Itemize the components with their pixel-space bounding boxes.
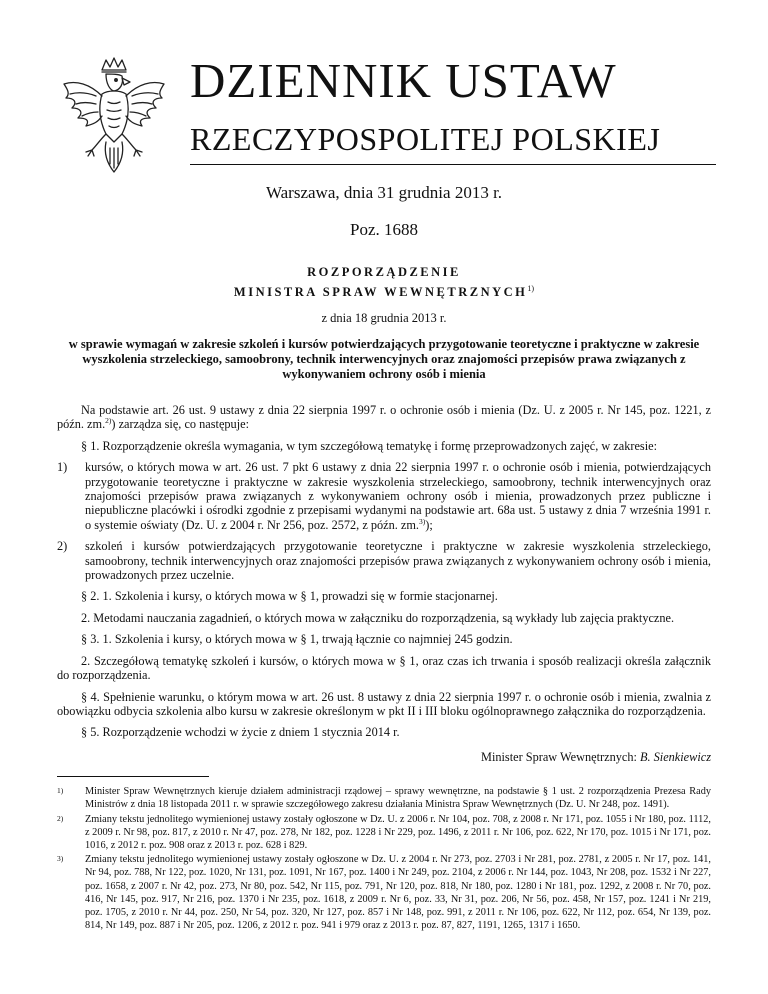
masthead (190, 52, 716, 165)
act-authority (60, 285, 708, 300)
journal-subtitle: RZECZYPOSPOLITEJ POLSKIEJ (190, 121, 661, 157)
paragraph-4: § 4. Spełnienie warunku, o którym mowa w art. 26 ust. 8 ustawy z dnia 22 sierpnia 1997 r. o ochronie osób i mienia, zwalnia z obowiązku odbycia szkolenia albo kursu w zakresie określonym w pkt II i III bloku ogólnoprawnego załącznika do rozporządzenia. (57, 689, 711, 718)
act-kind: ROZPORZĄDZENIE (307, 265, 461, 279)
footnote (57, 785, 711, 811)
footnote-ref-1[interactable]: 1) (527, 283, 535, 293)
issue-place-date: Warszawa, dnia 31 grudnia 2013 r. (265, 183, 503, 202)
issue-position: Poz. 1688 (350, 220, 418, 239)
paragraph-2-1: § 2. 1. Szkolenia i kursy, o których mowa w § 1, prowadzi się w formie stacjonarnej. (81, 589, 498, 604)
footnote-mark: 3) (57, 854, 64, 864)
signature-name: B. Sienkiewicz (639, 749, 711, 764)
preamble (57, 403, 711, 432)
act-authority-text: MINISTRA SPRAW WEWNĘTRZNYCH (233, 285, 528, 299)
footnote-ref-2[interactable]: 2) (105, 416, 112, 426)
preamble-text-end: ) zarządza się, co następuje: (111, 417, 249, 432)
list-item-1 (57, 460, 711, 532)
act-body (57, 403, 711, 933)
footnote-mark: 1) (57, 786, 64, 796)
footnote (57, 853, 711, 932)
footnote (57, 813, 711, 853)
list-item-number: 1) (57, 460, 68, 475)
masthead-rule (190, 164, 716, 165)
list-item-number: 2) (57, 539, 68, 554)
footnote-mark: 2) (57, 813, 64, 823)
list-item-text-end: ); (425, 517, 433, 532)
polish-eagle-emblem-icon (56, 56, 172, 180)
list-item-text-main: kursów, o których mowa w art. 26 ust. 7 pkt 6 ustawy z dnia 22 sierpnia 1997 r. o ochronie osób i mienia, potwierdzających przygotowanie teoretyczne i praktyczne w zakresie wyszkolenia strzeleckiego, samoobrony, technik interwencyjnych oraz znajomości przepisów prawa związanych z wykonywaniem ochrony osób i mienia, prowadzonych przez publiczne i niepubliczne placówki i ośrodki zgodnie z przepisami wydanymi na podstawie art. 68a ust. 5 ustawy z dnia 7 września 1991 r. o systemie oświaty (Dz. U. z 2004 r. Nr 256, poz. 2572, z późn. zm. (85, 460, 711, 532)
list-item-text (85, 460, 711, 532)
list-item-2 (57, 539, 711, 582)
list-item-text: szkoleń i kursów potwierdzających przygotowanie teoretyczne i praktyczne w zakresie wyszkolenia strzeleckiego, samoobrony, technik interwencyjnych oraz znajomości przepisów prawa związanych z wykonywaniem ochrony osób i mienia, prowadzonych przez uczelnie. (85, 539, 711, 583)
footnote-text: Minister Spraw Wewnętrznych kieruje działem administracji rządowej – sprawy wewnętrzne, na podstawie § 1 ust. 2 rozporządzenia Prezesa Rady Ministrów z dnia 18 listopada 2011 r. w sprawie szczegółowego zakresu działania Ministra Spraw Wewnętrznych (Dz. U. Nr 248, poz. 1491). (85, 786, 711, 811)
preamble-text: Na podstawie art. 26 ust. 9 ustawy z dnia 22 sierpnia 1997 r. o ochronie osób i mienia (Dz. U. z 2005 r. Nr 145, poz. 1221, z późn. zm. (57, 403, 711, 432)
paragraph-1: § 1. Rozporządzenie określa wymagania, w tym szczegółową tematykę i formę przeprowadzonych zajęć, w zakresie: (81, 438, 657, 453)
paragraph-3-1: § 3. 1. Szkolenia i kursy, o których mowa w § 1, trwają łącznie co najmniej 245 godzin. (81, 632, 513, 647)
footnote-separator (57, 776, 209, 777)
journal-title: DZIENNIK USTAW (190, 53, 617, 108)
paragraph-3-2: 2. Szczegółową tematykę szkoleń i kursów, o których mowa w § 1, oraz czas ich trwania i sposób realizacji określa załącznik do rozporządzenia. (57, 653, 711, 683)
paragraph-5: § 5. Rozporządzenie wchodzi w życie z dniem 1 stycznia 2014 r. (81, 725, 400, 740)
footnotes (57, 785, 711, 932)
paragraph-2-2: 2. Metodami nauczania zagadnień, o których mowa w załączniku do rozporządzenia, są wykłady lub zajęcia praktyczne. (81, 610, 675, 625)
footnote-text: Zmiany tekstu jednolitego wymienionej ustawy zostały ogłoszone w Dz. U. z 2004 r. Nr 273, poz. 2703 i Nr 281, poz. 2781, z 2005 r. Nr 17, poz. 141, Nr 94, poz. 788, Nr 122, poz. 1020, Nr 131, poz. 1091, Nr 167, poz. 1400 i Nr 249, poz. 2104, z 2006 r. Nr 144, poz. 1043, Nr 208, poz. 1532 i Nr 227, poz. 1658, z 2007 r. Nr 42, poz. 273, Nr 80, poz. 542, Nr 115, poz. 791, Nr 120, poz. 818, Nr 180, poz. 1280 i Nr 181, poz. 1292, z 2008 r. Nr 70, poz. 416, Nr 145, poz. 917, Nr 216, poz. 1370 i Nr 235, poz. 1618, z 2009 r. Nr 6, poz. 33, Nr 31, poz. 206, Nr 56, poz. 458, Nr 157, poz. 1241 i Nr 219, poz. 1705, z 2010 r. Nr 44, poz. 250, Nr 54, poz. 320, Nr 127, poz. 857 i Nr 148, poz. 991, z 2011 r. Nr 106, poz. 622, Nr 112, poz. 654, Nr 139, poz. 814, Nr 149, poz. 887 i Nr 205, poz. 1206, z 2012 r. poz. 941 i 979 oraz z 2013 r. poz. 87, 827, 1191, 1265, 1317 i 1650. (85, 854, 711, 932)
footnote-text: Zmiany tekstu jednolitego wymienionej ustawy zostały ogłoszone w Dz. U. z 2006 r. Nr 104, poz. 708, z 2008 r. Nr 171, poz. 1055 i Nr 180, poz. 1112, z 2009 r. Nr 98, poz. 817, z 2010 r. Nr 47, poz. 278, Nr 182, poz. 1228 i Nr 229, poz. 1496, z 2011 r. Nr 106, poz. 622, Nr 170, poz. 1015 i Nr 171, poz. 1016, z 2012 r. poz. 908 oraz z 2013 r. poz. 628 i 829. (85, 813, 711, 851)
signature (57, 750, 711, 764)
footnote-ref-3[interactable]: 3) (419, 516, 426, 526)
signature-role: Minister Spraw Wewnętrznych: (481, 749, 640, 764)
act-subject: w sprawie wymagań w zakresie szkoleń i kursów potwierdzających przygotowanie teoretyczne i praktyczne w zakresie wyszkolenia strzeleckiego, samoobrony, technik interwencyjnych oraz znajomości przepisów prawa związanych z wykonywaniem ochrony osób i mienia (68, 337, 700, 381)
act-date: z dnia 18 grudnia 2013 r. (321, 311, 447, 325)
